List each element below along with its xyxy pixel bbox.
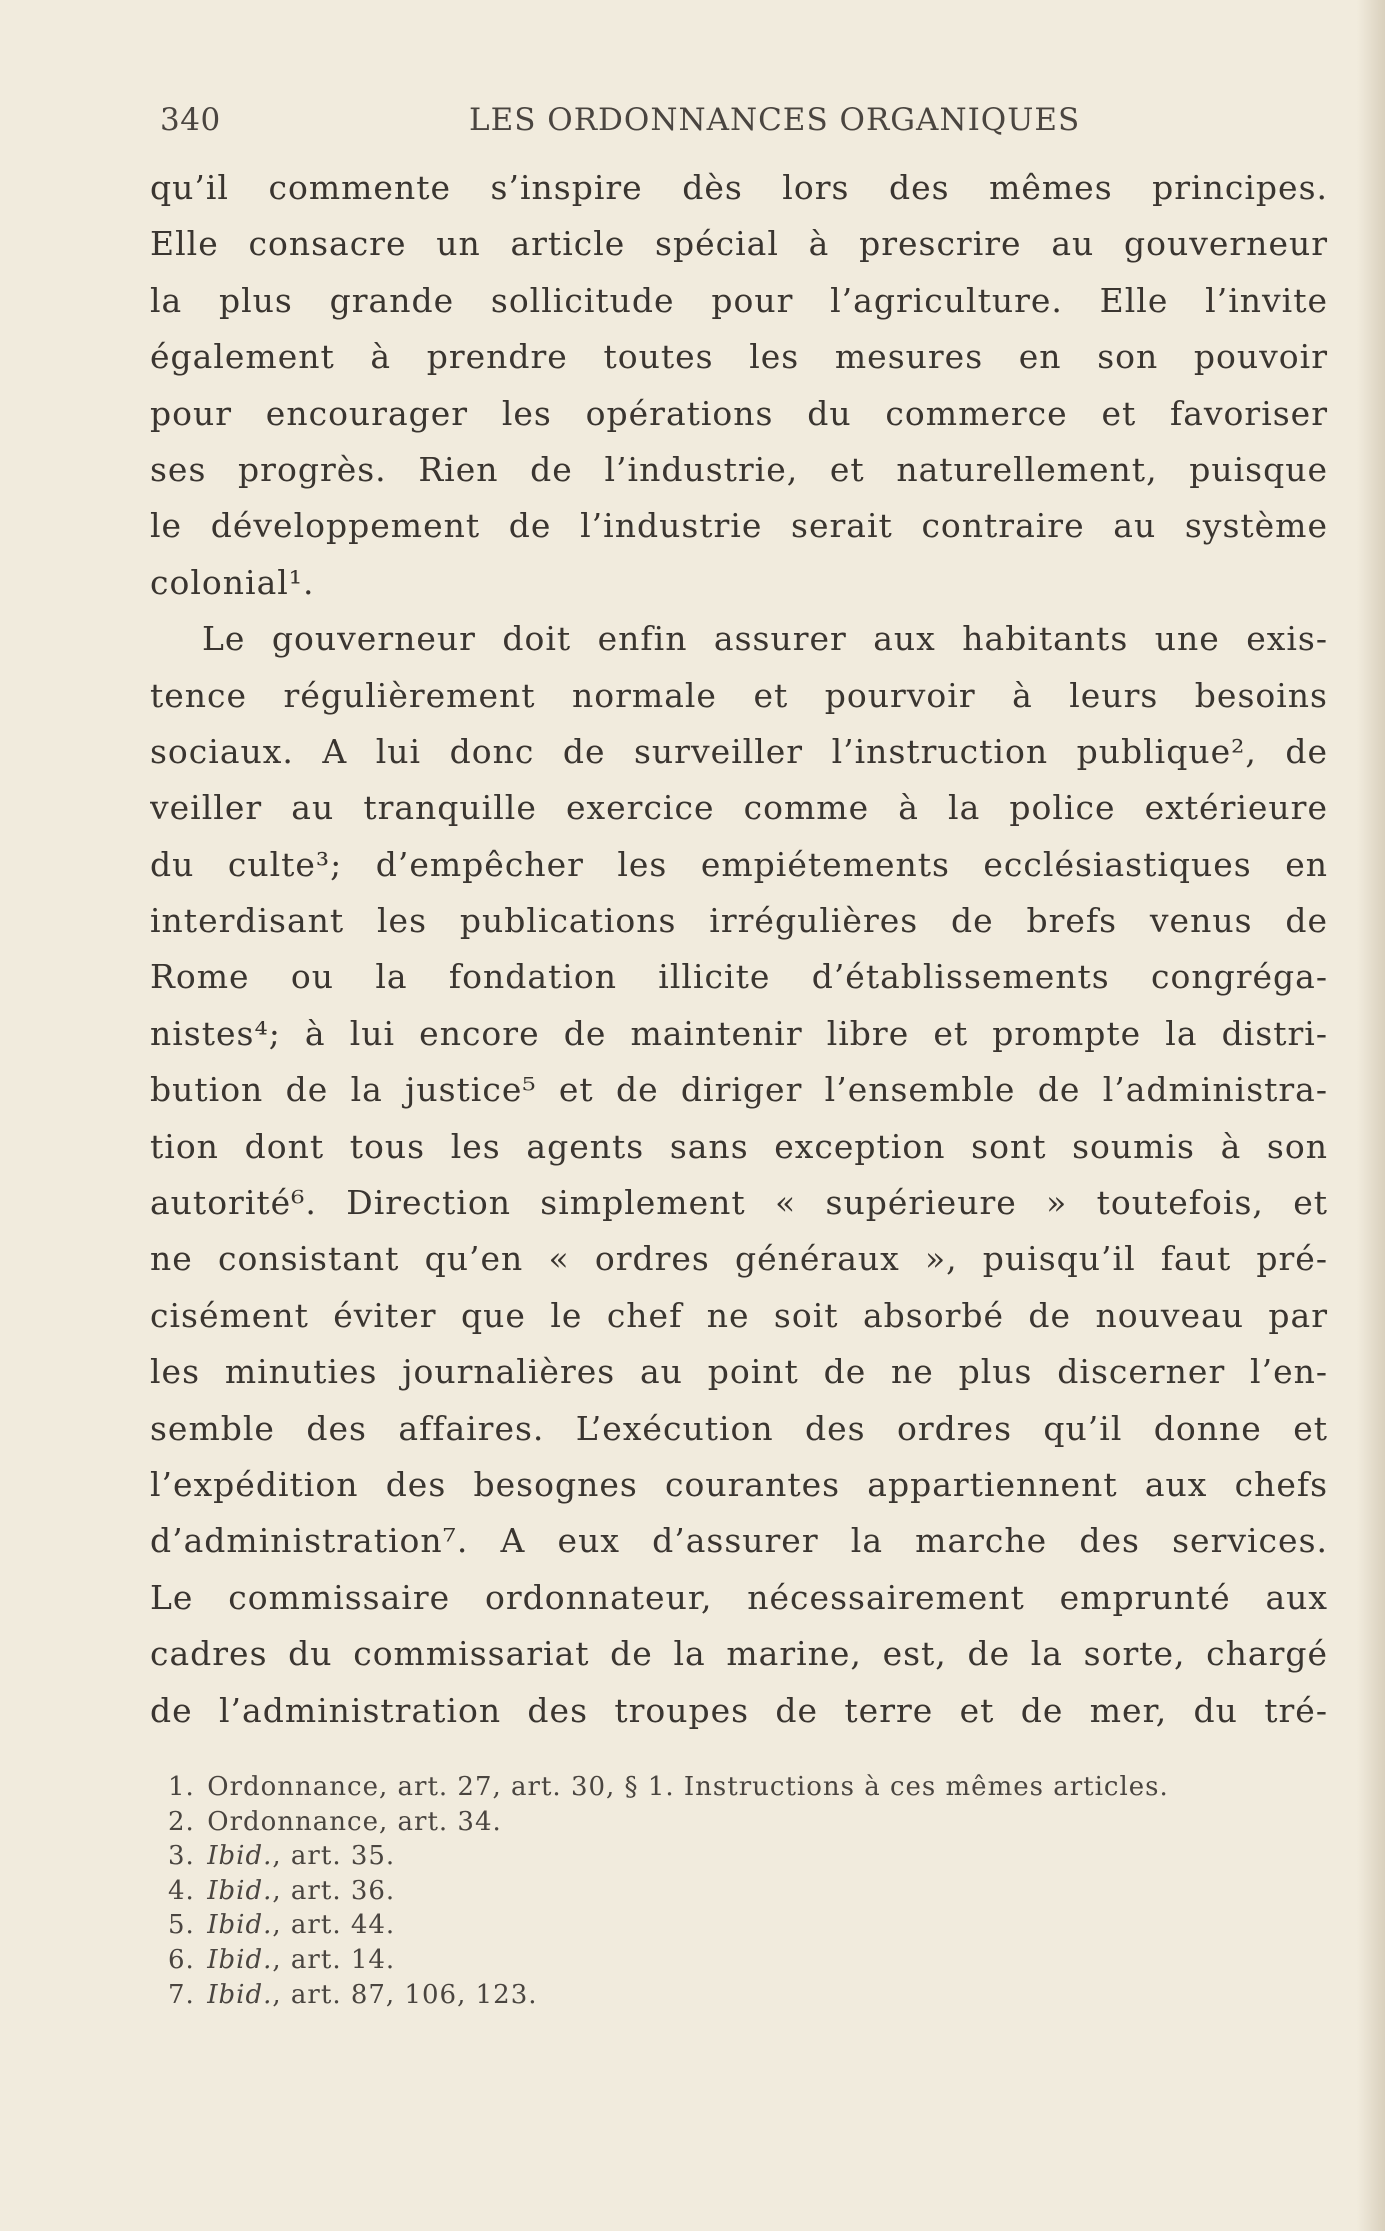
text-line: sociaux. A lui donc de surveiller l’instruction publique², de [150, 731, 1328, 771]
footnote [168, 1805, 1328, 1840]
footnotes [168, 1770, 1328, 2012]
body-text [150, 160, 1328, 1739]
text-line: semble des affaires. L’exécution des ordres qu’il donne et [150, 1408, 1328, 1448]
footnote [168, 1943, 1328, 1978]
footnote-number: 2. [168, 1806, 195, 1837]
footnote [168, 1770, 1328, 1805]
text-line: bution de la justice⁵ et de diriger l’ensemble de l’administra- [150, 1070, 1328, 1110]
footnote [168, 1839, 1328, 1874]
footnote-text: , art. 36. [272, 1875, 396, 1906]
text-line: Rome ou la fondation illicite d’établissements congréga- [150, 957, 1328, 997]
running-head: LES ORDONNANCES ORGANIQUES [469, 102, 1081, 138]
footnote-text: , art. 44. [272, 1910, 396, 1941]
text-line: colonial¹. [150, 562, 315, 602]
footnote-text: , art. 87, 106, 123. [272, 1979, 538, 2010]
page-edge-shadow [1357, 0, 1385, 2231]
footnote-number: 6. [168, 1944, 195, 1975]
text-line: l’expédition des besognes courantes appartiennent aux chefs [150, 1464, 1328, 1504]
text-line: le développement de l’industrie serait contraire au système [150, 506, 1328, 546]
text-line: la plus grande sollicitude pour l’agriculture. Elle l’invite [150, 280, 1328, 320]
text-line: qu’il commente s’inspire dès lors des mêmes principes. [150, 168, 1328, 207]
footnote-ref: Ibid. [207, 1875, 273, 1906]
text-line: tion dont tous les agents sans exception sont soumis à son [150, 1126, 1328, 1166]
footnote-text: Ordonnance, art. 27, art. 30, § 1. Instructions à ces mêmes articles. [207, 1772, 1169, 1802]
text-line: veiller au tranquille exercice comme à la police extérieure [150, 788, 1328, 828]
text-line: ne consistant qu’en « ordres généraux », puisqu’il faut pré- [150, 1239, 1328, 1279]
text-line: autorité⁶. Direction simplement « supérieure » toutefois, et [150, 1183, 1328, 1223]
footnote-text: , art. 35. [272, 1841, 396, 1872]
footnote-ref: Ibid. [207, 1841, 273, 1872]
text-line: les minuties journalières au point de ne plus discerner l’en- [150, 1352, 1328, 1392]
footnote-ref: Ibid. [207, 1979, 273, 2010]
footnote-number: 4. [168, 1875, 195, 1906]
footnote-number: 5. [168, 1910, 195, 1941]
text-line: interdisant les publications irrégulières de brefs venus de [150, 901, 1328, 941]
footnote-ref: Ibid. [207, 1910, 273, 1941]
footnote-text: Ordonnance, art. 34. [207, 1806, 502, 1837]
text-line: également à prendre toutes les mesures en son pouvoir [150, 337, 1328, 377]
footnote-number: 3. [168, 1841, 195, 1872]
footnote-number: 7. [168, 1979, 195, 2010]
text-line: ses progrès. Rien de l’industrie, et naturellement, puisque [150, 449, 1328, 489]
text-line: Elle consacre un article spécial à prescrire au gouverneur [150, 224, 1328, 264]
text-line: de l’administration des troupes de terre et de mer, du tré- [150, 1690, 1328, 1730]
text-line: tence régulièrement normale et pourvoir à leurs besoins [150, 675, 1328, 715]
text-line: nistes⁴; à lui encore de maintenir libre et prompte la distri- [150, 1013, 1328, 1053]
footnote-ref: Ibid. [207, 1944, 273, 1975]
page-header [152, 98, 1332, 146]
footnote-number: 1. [168, 1772, 195, 1802]
text-line: d’administration⁷. A eux d’assurer la marche des services. [150, 1521, 1328, 1561]
text-line: Le gouverneur doit enfin assurer aux habitants une exis- [202, 619, 1328, 659]
text-line: du culte³; d’empêcher les empiétements ecclésiastiques en [150, 844, 1328, 884]
text-line: cisément éviter que le chef ne soit absorbé de nouveau par [150, 1295, 1328, 1335]
footnote-text: , art. 14. [272, 1944, 396, 1975]
footnote [168, 1874, 1328, 1909]
text-line: pour encourager les opérations du commerce et favoriser [150, 393, 1328, 433]
text-line: Le commissaire ordonnateur, nécessairement emprunté aux [150, 1577, 1328, 1617]
footnote [168, 1978, 1328, 2013]
text-line: cadres du commissariat de la marine, est, de la sorte, chargé [150, 1634, 1328, 1674]
page-number: 340 [160, 102, 221, 138]
footnote [168, 1908, 1328, 1943]
